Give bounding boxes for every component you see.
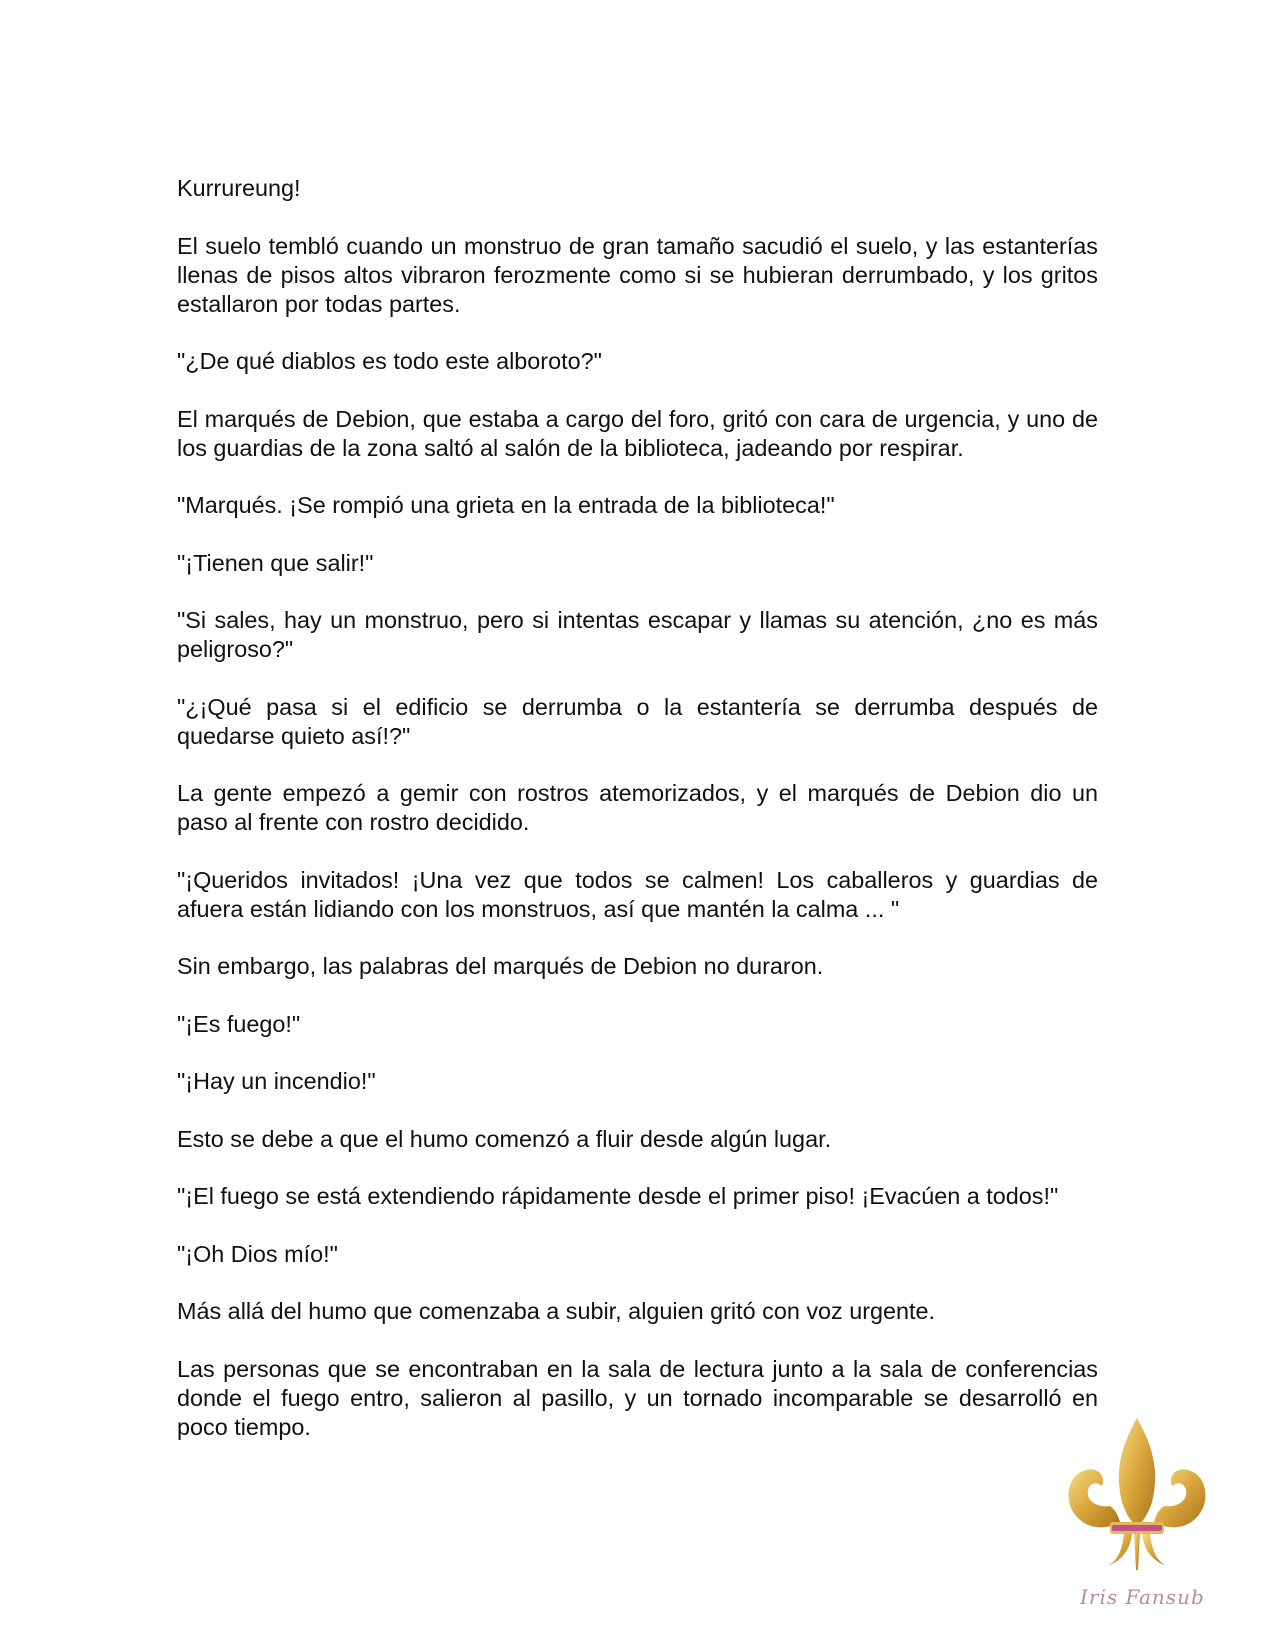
paragraph: "¿¡Qué pasa si el edificio se derrumba o la estantería se derrumba después de quedarse quieto así!?": [177, 693, 1098, 749]
fleur-de-lis-icon: [1052, 1410, 1222, 1610]
paragraph: Kurrureung!: [177, 175, 301, 201]
document-body: [177, 174, 1098, 1470]
watermark-text: Iris Fansub: [1080, 1585, 1205, 1609]
paragraph: Más allá del humo que comenzaba a subir, alguien gritó con voz urgente.: [177, 1298, 936, 1324]
paragraph: Esto se debe a que el humo comenzó a fluir desde algún lugar.: [177, 1125, 832, 1152]
paragraph: "Marqués. ¡Se rompió una grieta en la entrada de la biblioteca!": [177, 492, 835, 518]
paragraph: La gente empezó a gemir con rostros atemorizados, y el marqués de Debion dio un paso al frente con rostro decidido.: [177, 780, 1098, 835]
paragraph: "¡Oh Dios mío!": [177, 1240, 338, 1267]
paragraph: "¡Es fuego!": [177, 1010, 301, 1037]
paragraph: El marqués de Debion, que estaba a cargo del foro, gritó con cara de urgencia, y uno de los guardias de la zona saltó al salón de la biblioteca, jadeando por respirar.: [177, 405, 1098, 461]
paragraph: Sin embargo, las palabras del marqués de Debion no duraron.: [177, 953, 824, 979]
paragraph: "¡Tienen que salir!": [177, 549, 374, 576]
paragraph: "¡Queridos invitados! ¡Una vez que todos se calmen! Los caballeros y guardias de afuera están lidiando con los monstruos, así que mantén la calma ... ": [177, 866, 1098, 922]
paragraph: El suelo tembló cuando un monstruo de gran tamaño sacudió el suelo, y las estanterías llenas de pisos altos vibraron ferozmente como si se hubieran derrumbado, y los gritos estallaron por todas partes.: [177, 232, 1098, 317]
paragraph: "¡El fuego se está extendiendo rápidamente desde el primer piso! ¡Evacúen a todos!": [177, 1183, 1059, 1209]
paragraph: "Si sales, hay un monstruo, pero si intentas escapar y llamas su atención, ¿no es más peligroso?": [177, 607, 1098, 662]
paragraph: Las personas que se encontraban en la sala de lectura junto a la sala de conferencias donde el fuego entro, salieron al pasillo, y un tornado incomparable se desarrolló en poco tiempo.: [177, 1355, 1098, 1440]
paragraph: "¿De qué diablos es todo este alboroto?": [177, 348, 602, 374]
paragraph: "¡Hay un incendio!": [177, 1068, 376, 1094]
